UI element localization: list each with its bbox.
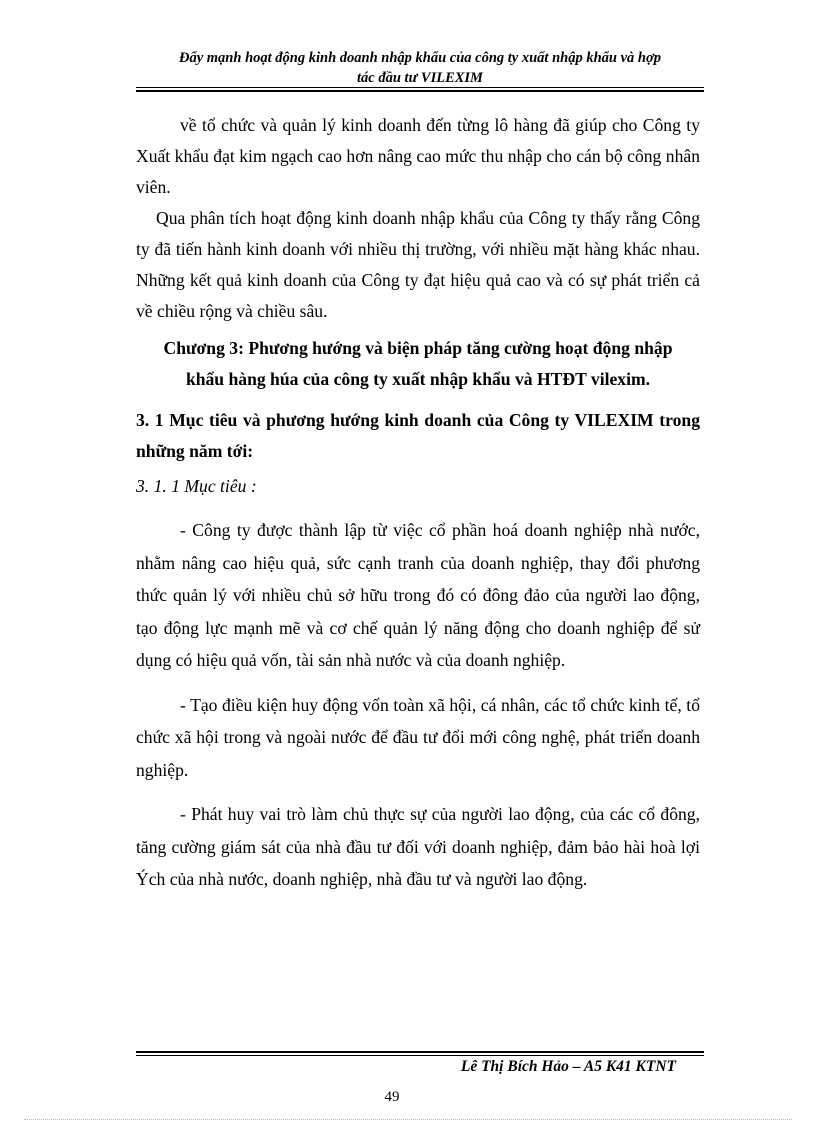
page-body [136,110,700,896]
list-item: - Phát huy vai trò làm chủ thực sự của người lao động, của các cổ đông, tăng cường giám sát của nhà đầu tư đối với doanh nghiệp, đảm bảo hài hoà lợi Ých của nhà nước, doanh nghiệp, nhà đầu tư và người lao động. [136,804,700,889]
running-header [136,48,704,88]
page-number: 49 [384,1089,400,1105]
subsection-heading: 3. 1. 1 Mục tiêu : [136,476,257,496]
chapter-heading-line-2: khẩu hàng húa của công ty xuất nhập khẩu và HTĐT vilexim. [185,369,651,389]
footer-author: Lê Thị Bích Hảo – A5 K41 KTNT [460,1058,676,1075]
list-item: - Công ty được thành lập từ việc cổ phần hoá doanh nghiệp nhà nước, nhằm nâng cao hiệu quả, sức cạnh tranh của doanh nghiệp, thay đổi phương thức quản lý với nhiều chủ sở hữu trong đó có đông đảo của người lao động, tạo động lực mạnh mẽ và cơ chế quản lý năng động cho doanh nghiệp để sử dụng có hiệu quả vốn, tài sản nhà nước và của doanh nghiệp. [136,520,700,670]
page-edge-divider [24,1119,792,1120]
header-rule-thin [136,87,704,88]
header-title-line-1: Đẩy mạnh hoạt động kinh doanh nhập khẩu của công ty xuất nhập khẩu và hợp [179,50,661,66]
paragraph-continuation: về tổ chức và quản lý kinh doanh đến từng lô hàng đã giúp cho Công ty Xuất khẩu đạt kim ngạch cao hơn nâng cao mức thu nhập cho cán bộ công nhân viên. [136,115,700,197]
header-rule-thick [136,90,704,92]
list-item: - Tạo điều kiện huy động vốn toàn xã hội, cá nhân, các tổ chức kinh tế, tổ chức xã hội trong và ngoài nước để đầu tư đổi mới công nghệ, phát triển doanh nghiệp. [136,694,700,780]
section-heading: 3. 1 Mục tiêu và phương hướng kinh doanh của Công ty VILEXIM trong những năm tới: [136,410,700,461]
footer-rule-thin [136,1055,704,1056]
chapter-heading-line-1: Chương 3: Phương hướng và biện pháp tăng cường hoạt động nhập [163,338,673,358]
footer-rule-thick [136,1051,704,1053]
header-title-line-2: tác đầu tư VILEXIM [357,70,483,86]
chapter-heading [136,333,700,395]
paragraph-analysis: Qua phân tích hoạt động kinh doanh nhập khẩu của Công ty thấy rằng Công ty đã tiến hành kinh doanh với nhiều thị trường, với nhiều mặt hàng khác nhau. Những kết quả kinh doanh của Công ty đạt hiệu quả cao và có sự phát triển cả về chiều rộng và chiều sâu. [136,208,700,321]
